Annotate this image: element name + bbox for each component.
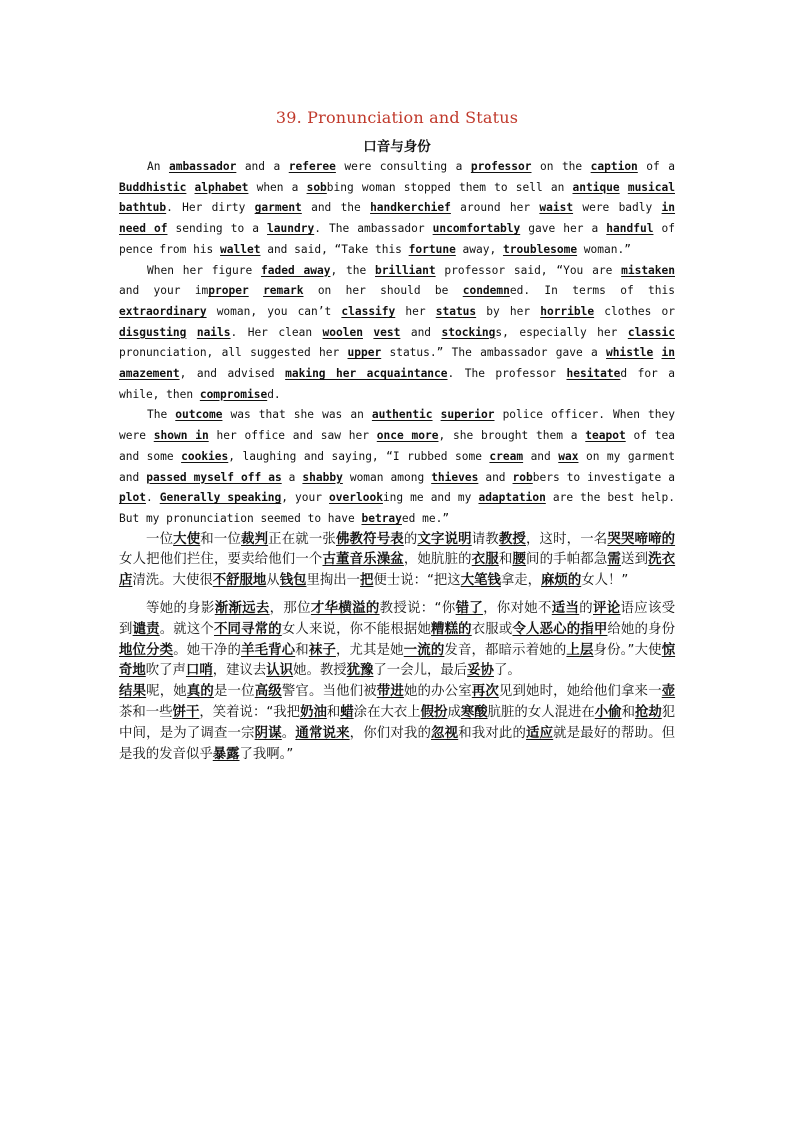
highlighted-term: horrible <box>540 304 595 318</box>
highlighted-term: 裁判 <box>241 531 269 547</box>
highlighted-term: woolen <box>322 325 363 339</box>
highlighted-term: caption <box>590 160 638 173</box>
highlighted-term: 渐渐远去 <box>214 601 270 617</box>
english-paragraph-2: When her figure faded away, the brilliant professor said, “You are mistaken and your improper remark on her should be condemned. In terms of this extraordinary woman, you can’t classify her status by her horrible clothes or disgusting nails. Her clean woolen vest and stockings, especially her classic pronunciation, all suggested her upper status.” The ambassador gave a whistle in amazement, and advised making her acquaintance. The professor hesitated for a while, then compromised. <box>119 263 675 401</box>
highlighted-term: mistaken <box>621 263 675 277</box>
highlighted-term: authentic <box>371 408 433 422</box>
highlighted-term: 高级 <box>254 684 282 700</box>
highlighted-term: overlook <box>329 491 383 505</box>
highlighted-term: bathtub <box>119 201 167 215</box>
highlighted-term: shabby <box>302 470 343 484</box>
highlighted-term: 通常说来 <box>295 725 350 741</box>
highlighted-term: passed myself off as <box>146 470 282 484</box>
highlighted-term: uncomfortably <box>432 222 521 236</box>
english-paragraph-3: The outcome was that she was an authentic superior police officer. When they were shown in her office and saw her once more, she brought them a teapot of tea and some cookies, laughing and saying, “I rubbed some cream and wax on my garment and passed myself off as a shabby woman among thieves and robbers to investigate a plot. Generally speaking, your overlooking me and my adaptation are the best help. But my pronunciation seemed to have betrayed me.” <box>119 408 676 525</box>
highlighted-term: condemn <box>462 284 510 298</box>
highlighted-term: faded away <box>261 263 331 277</box>
highlighted-term: 地位分类 <box>119 642 174 658</box>
highlighted-term: 寒酸 <box>460 705 488 721</box>
highlighted-term: 真的 <box>186 684 214 700</box>
highlighted-term: 错了 <box>455 601 484 617</box>
highlighted-term: nails <box>196 325 231 339</box>
english-paragraph-1: An ambassador and a referee were consulting a professor on the caption of a Buddhistic alphabet when a sobbing woman stopped them to sell an antique musical bathtub. Her dirty garment and the handkerchief around her waist were badly in need of sending to a laundry. The ambassador uncomfortably gave her a handful of pence from his wallet and said, “Take this fortune away, troublesome woman.” <box>119 160 676 256</box>
highlighted-term: wallet <box>220 242 261 256</box>
highlighted-term: 惊奇地 <box>119 642 676 679</box>
highlighted-term: Buddhistic <box>119 180 187 194</box>
highlighted-term: 腰 <box>512 552 527 568</box>
highlighted-term: stocking <box>441 325 496 339</box>
highlighted-term: 袜子 <box>308 642 336 658</box>
highlighted-term: 奶油 <box>300 705 327 721</box>
highlighted-term: proper <box>208 284 249 298</box>
highlighted-term: garment <box>254 201 302 215</box>
highlighted-term: 犹豫 <box>346 663 374 679</box>
highlighted-term: 结果 <box>119 684 147 700</box>
highlighted-term: handful <box>606 222 654 236</box>
highlighted-term: 需 <box>607 552 621 568</box>
highlighted-term: 口哨 <box>185 663 213 679</box>
highlighted-term: 阴谋 <box>254 725 282 741</box>
highlighted-term: betray <box>361 511 402 525</box>
highlighted-term: in amazement <box>119 346 675 381</box>
highlighted-term: Generally speaking <box>159 491 282 505</box>
highlighted-term: 衣服 <box>471 552 499 568</box>
highlighted-term: compromise <box>199 387 268 401</box>
highlighted-term: antique <box>572 180 620 194</box>
highlighted-term: 羊毛背心 <box>241 642 296 658</box>
highlighted-term: musical <box>627 180 675 194</box>
highlighted-term: waist <box>539 201 574 215</box>
highlighted-term: vest <box>373 325 401 339</box>
highlighted-term: 古董音乐澡盆 <box>322 552 404 568</box>
highlighted-term: extraordinary <box>119 304 207 318</box>
highlighted-term: once more <box>376 429 439 443</box>
highlighted-term: shown in <box>153 429 209 443</box>
highlighted-term: fortune <box>408 242 456 256</box>
highlighted-term: 妥协 <box>467 663 494 679</box>
highlighted-term: 评论 <box>593 601 621 617</box>
highlighted-term: classic <box>627 325 675 339</box>
highlighted-term: superior <box>440 408 495 422</box>
highlighted-term: 适应 <box>526 725 554 741</box>
highlighted-term: ambassador <box>168 160 237 173</box>
highlighted-term: 哭哭啼啼的 <box>607 531 676 547</box>
highlighted-term: 小偷 <box>594 705 622 721</box>
highlighted-term: outcome <box>175 408 223 422</box>
highlighted-term: sob <box>306 180 327 194</box>
highlighted-term: professor <box>470 160 532 173</box>
document-title: 39. Pronunciation and Status <box>275 108 519 127</box>
highlighted-term: rob <box>512 470 533 484</box>
highlighted-term: cookies <box>181 449 229 463</box>
highlighted-term: 佛教符号表 <box>335 531 404 547</box>
highlighted-term: whistle <box>606 346 654 360</box>
highlighted-term: 认识 <box>266 663 294 679</box>
highlighted-term: 洗衣店 <box>119 552 676 589</box>
highlighted-term: status <box>435 304 477 318</box>
highlighted-term: 糟糕的 <box>431 621 472 637</box>
highlighted-term: 假扮 <box>420 705 448 721</box>
highlighted-term: referee <box>288 160 336 173</box>
chinese-paragraph-2: 等她的身影渐渐远去，那位才华横溢的教授说：“你错了，你对她不适当的评论语应该受到谴责。就这个不同寻常的女人来说，你不能根据她糟糕的衣服或令人恶心的指甲给她的身份地位分类。她干净的羊毛背心和袜子，尤其是她一流的发音，都暗示着她的上层身份。”大使惊奇地吹了声口哨，建议去认识她。教授犹豫了一会儿，最后妥协了。 <box>119 601 676 679</box>
highlighted-term: 上层 <box>566 642 594 658</box>
highlighted-term: 把 <box>360 573 374 589</box>
highlighted-term: 带进 <box>376 684 404 700</box>
highlighted-term: 一流的 <box>403 642 445 658</box>
highlighted-term: 才华横溢的 <box>310 601 380 617</box>
highlighted-term: 忽视 <box>431 725 459 741</box>
highlighted-term: 适当 <box>551 601 580 617</box>
highlighted-term: 谴责 <box>132 621 160 637</box>
highlighted-term: 蜡 <box>340 705 354 721</box>
highlighted-term: disgusting <box>119 325 187 339</box>
highlighted-term: hesitate <box>566 367 621 381</box>
highlighted-term: laundry <box>267 222 315 236</box>
highlighted-term: 钱包 <box>279 573 307 589</box>
highlighted-term: wax <box>558 449 579 463</box>
highlighted-term: plot <box>119 491 146 505</box>
highlighted-term: cream <box>489 449 524 463</box>
highlighted-term: 麻烦的 <box>541 573 582 589</box>
highlighted-term: thieves <box>431 470 479 484</box>
highlighted-term: alphabet <box>194 180 249 194</box>
chinese-paragraph-1: 一位大使和一位裁判正在就一张佛教符号表的文字说明请教教授，这时，一名哭哭啼啼的女人把他们拦住，要卖给他们一个古董音乐澡盆，她肮脏的衣服和腰间的手帕都急需送到洗衣店清洗。大使很不舒服地从钱包里掏出一把便士说：“把这大笔钱拿走，麻烦的女人！” <box>119 531 676 589</box>
highlighted-term: adaptation <box>478 491 546 505</box>
highlighted-term: in need of <box>119 201 676 236</box>
highlighted-term: 令人恶心的指甲 <box>512 621 608 637</box>
highlighted-term: brilliant <box>375 263 436 277</box>
highlighted-term: troublesome <box>502 242 578 256</box>
highlighted-term: handkerchief <box>370 201 451 215</box>
highlighted-term: remark <box>263 284 304 298</box>
highlighted-term: 文字说明 <box>417 531 472 547</box>
highlighted-term: 饼干 <box>172 705 200 721</box>
highlighted-term: classify <box>341 304 396 318</box>
highlighted-term: 暴露 <box>212 746 240 762</box>
highlighted-term: 大使 <box>173 531 201 547</box>
highlighted-term: upper <box>347 346 382 360</box>
highlighted-term: 不同寻常的 <box>213 621 282 637</box>
highlighted-term: 教授 <box>498 531 526 547</box>
highlighted-term: 壶 <box>661 684 676 700</box>
highlighted-term: 再次 <box>471 684 499 700</box>
document-page <box>119 0 675 765</box>
chinese-paragraph-3: 结果呢，她真的是一位高级警官。当他们被带进她的办公室再次见到她时，她给他们拿来一壶茶和一些饼干，笑着说：“我把奶油和蜡涂在大衣上假扮成寒酸肮脏的女人混进在小偷和抢劫犯中间，是为了调查一宗阴谋。通常说来，你们对我的忽视和我对此的适应就是最好的帮助。但是我的发音似乎暴露了我啊。” <box>119 684 676 762</box>
highlighted-term: making her acquaintance <box>285 367 448 381</box>
highlighted-term: 抢劫 <box>634 705 662 721</box>
highlighted-term: 大笔钱 <box>460 573 501 589</box>
document-subtitle: 口音与身份 <box>363 139 431 155</box>
highlighted-term: teapot <box>585 429 626 443</box>
highlighted-term: 不舒服地 <box>212 573 267 589</box>
